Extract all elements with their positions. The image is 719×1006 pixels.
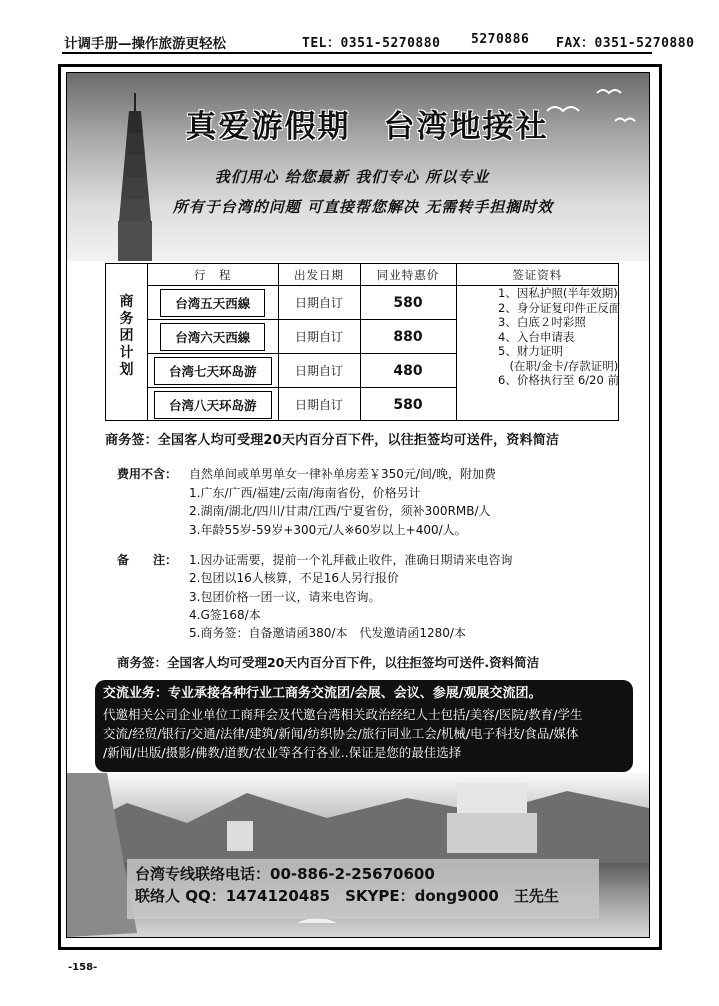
route-name: 台湾七天环岛游 bbox=[154, 357, 272, 385]
visa-item: 5、财力证明 bbox=[498, 344, 563, 358]
departure-date: 日期自订 bbox=[278, 388, 360, 422]
visa-requirements bbox=[498, 286, 621, 388]
visa-item: 3、白底２吋彩照 bbox=[498, 315, 586, 329]
price: 580 bbox=[360, 388, 456, 422]
route-name: 台湾六天西線 bbox=[160, 323, 265, 351]
notes-item: 3.包团价格一团一议，请来电咨询。 bbox=[189, 589, 381, 604]
fee-first: 自然单间或单男单女一律补单房差￥350元/间/晚，附加费 bbox=[189, 467, 496, 481]
business-visa-note-2: 商务签：全国客人均可受理20天内百分百下件，以往拒签均可送件.资料简洁 bbox=[117, 655, 540, 670]
plan-side-label bbox=[106, 264, 148, 420]
side-char: 商 bbox=[119, 294, 134, 310]
banner-title: 真爱游假期 台湾地接社 bbox=[185, 109, 549, 145]
price: 480 bbox=[360, 354, 456, 388]
departure-date: 日期自订 bbox=[278, 354, 360, 388]
contact-box bbox=[127, 859, 599, 919]
business-tour-plan bbox=[105, 263, 619, 421]
exchange-line: 代邀相关公司企业单位工商拜会及代邀台湾相关政治经纪人士包括/美容/医院/教育/学生 bbox=[103, 707, 583, 722]
exchange-line: 交流/经贸/银行/交通/法律/建筑/新闻/纺织协会/旅行同业工会/机械/电子科技/食品/媒体 bbox=[103, 726, 579, 741]
departure-date: 日期自订 bbox=[278, 286, 360, 320]
contact-phone: 台湾专线联络电话：00-886-2-25670600 bbox=[135, 865, 435, 883]
banner bbox=[67, 73, 649, 261]
visa-item: 1、因私护照(半年效期) bbox=[498, 286, 618, 300]
col-header-date: 出发日期 bbox=[278, 264, 360, 286]
side-char: 务 bbox=[119, 311, 134, 327]
price: 580 bbox=[360, 286, 456, 320]
departure-date: 日期自订 bbox=[278, 320, 360, 354]
side-char: 划 bbox=[119, 362, 134, 378]
visa-item: 6、价格执行至 6/20 前 bbox=[498, 373, 619, 387]
col-header-visa: 签证资料 bbox=[456, 264, 618, 286]
col-header-price: 同业特惠价 bbox=[360, 264, 456, 286]
exchange-business-box bbox=[95, 680, 633, 772]
lake-scenery-image bbox=[67, 773, 649, 937]
route-name: 台湾五天西線 bbox=[160, 289, 265, 317]
notes-first: 1.因办证需要，提前一个礼拜截止收件，准确日期请来电咨询 bbox=[189, 553, 513, 567]
notes-item: 5.商务签：自备邀请函380/本 代发邀请函1280/本 bbox=[189, 626, 466, 641]
header-fax: FAX：0351-5270880 bbox=[556, 36, 695, 51]
exchange-line: /新闻/出版/摄影/佛教/道教/农业等各行各业..保证是您的最佳选择 bbox=[103, 745, 462, 760]
fee-item: 3.年龄55岁-59岁+300元/人※60岁以上+400/人。 bbox=[189, 522, 467, 537]
notes-item: 2.包团以16人核算，不足16人另行报价 bbox=[189, 571, 399, 586]
fee-exclusions bbox=[117, 465, 496, 539]
side-char: 计 bbox=[119, 345, 134, 361]
col-header-route: 行 程 bbox=[148, 264, 278, 286]
contact-person: 联络人 QQ：1474120485 SKYPE：dong9000 王先生 bbox=[135, 887, 559, 905]
banner-tagline-2: 所有于台湾的问题 可直接帮您解决 无需转手担搁时效 bbox=[172, 198, 554, 216]
remarks bbox=[117, 551, 512, 642]
header-tel2: 5270886 bbox=[471, 32, 530, 47]
side-char: 团 bbox=[119, 328, 134, 344]
notes-item: 4.G签168/本 bbox=[189, 607, 261, 622]
visa-item: 2、身分证复印件正反面 bbox=[498, 300, 621, 315]
ad-inner bbox=[66, 72, 650, 938]
business-visa-note: 商务签：全国客人均可受理20天内百分百下件，以往拒签均可送件，资料简洁 bbox=[105, 433, 560, 448]
banner-tagline-1: 我们用心 给您最新 我们专心 所以专业 bbox=[214, 168, 490, 186]
header-tel: TEL：0351-5270880 bbox=[302, 36, 441, 51]
page-number: -158- bbox=[68, 962, 98, 973]
exchange-title: 交流业务：专业承接各种行业工商务交流团/会展、会议、参展/观展交流团。 bbox=[103, 686, 542, 701]
visa-item: 4、入台申请表 bbox=[498, 329, 575, 344]
notes-label: 备 注： bbox=[117, 553, 178, 567]
ad-frame bbox=[58, 64, 662, 950]
fee-label: 费用不含： bbox=[117, 467, 178, 481]
page-header bbox=[62, 30, 695, 54]
route-name: 台湾八天环岛游 bbox=[154, 391, 272, 419]
price: 880 bbox=[360, 320, 456, 354]
visa-item: (在职/金卡/存款证明) bbox=[498, 358, 619, 373]
header-slogan: 计调手册—操作旅游更轻松 bbox=[64, 36, 226, 52]
fee-item: 1.广东/广西/福建/云南/海南省份，价格另计 bbox=[189, 485, 421, 500]
fee-item: 2.湖南/湖北/四川/甘肃/江西/宁夏省份，须补300RMB/人 bbox=[189, 504, 491, 518]
